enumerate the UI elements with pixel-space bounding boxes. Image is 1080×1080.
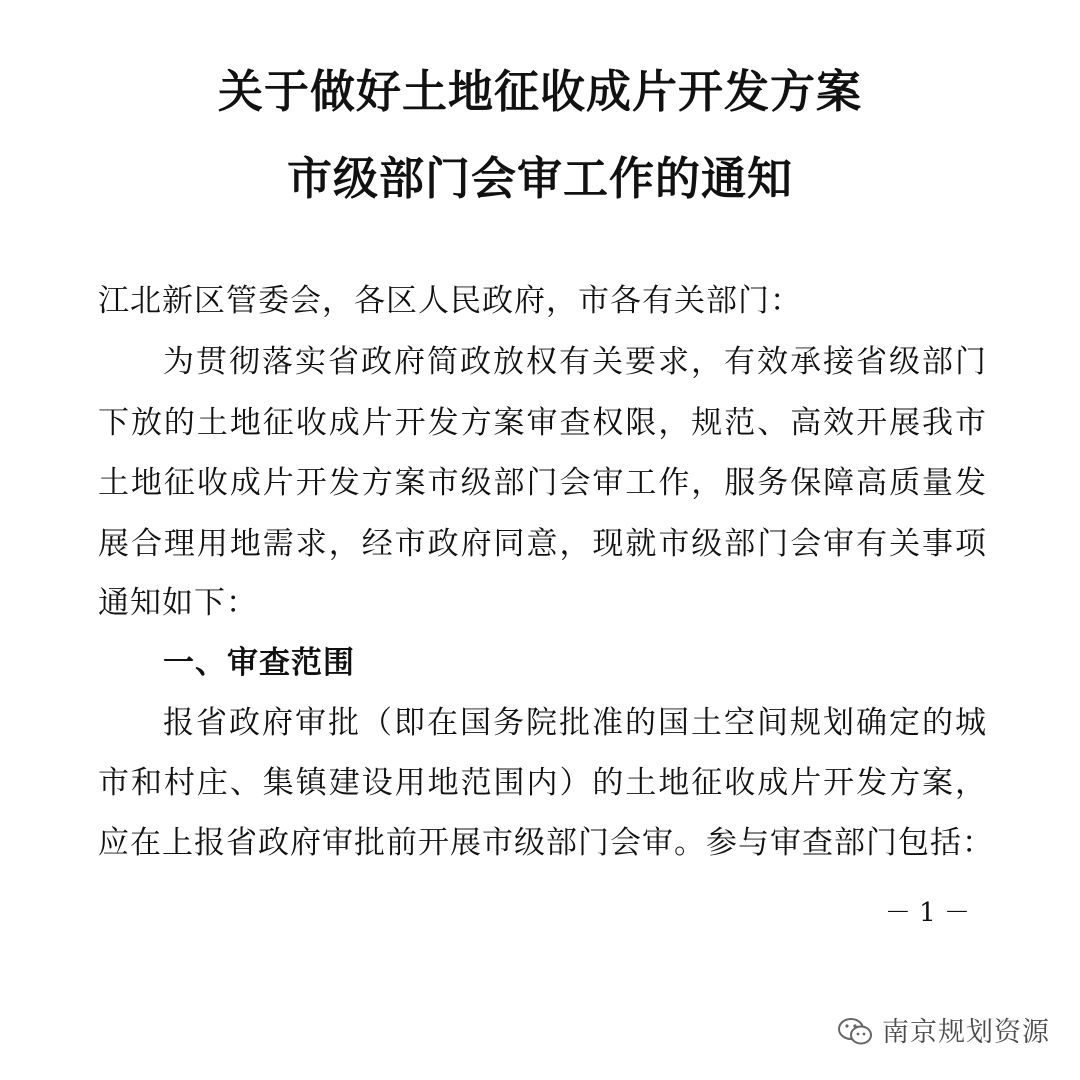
account-watermark (836, 1012, 1050, 1052)
paragraph-2-line: 应在上报省政府审批前开展市级部门会审。参与审查部门包括： (98, 825, 994, 861)
wechat-icon (836, 1015, 874, 1049)
paragraph-2-line: 报省政府审批（即在国务院批准的国土空间规划确定的城 (163, 705, 986, 741)
paragraph-1-line: 通知如下： (98, 585, 258, 621)
document-title-line-1: 关于做好土地征收成片开发方案 (217, 65, 862, 118)
paragraph-1-line: 为贯彻落实省政府简政放权有关要求，有效承接省级部门 (163, 344, 986, 380)
paragraph-1-line: 土地征收成片开发方案市级部门会审工作，服务保障高质量发 (98, 465, 986, 501)
paragraph-2-line: 市和村庄、集镇建设用地范围内）的土地征收成片开发方案， (98, 765, 986, 801)
paragraph-1-line: 展合理用地需求，经市政府同意，现就市级部门会审有关事项 (98, 526, 986, 562)
document-title-line-2: 市级部门会审工作的通知 (286, 152, 793, 205)
addressee: 江北新区管委会，各区人民政府，市各有关部门： (98, 283, 802, 319)
account-name: 南京规划资源 (882, 1016, 1050, 1048)
section-heading: 一、审查范围 (163, 645, 355, 681)
paragraph-1-line: 下放的土地征收成片开发方案审查权限，规范、高效开展我市 (98, 405, 986, 441)
page-number: － 1 － (884, 898, 970, 928)
